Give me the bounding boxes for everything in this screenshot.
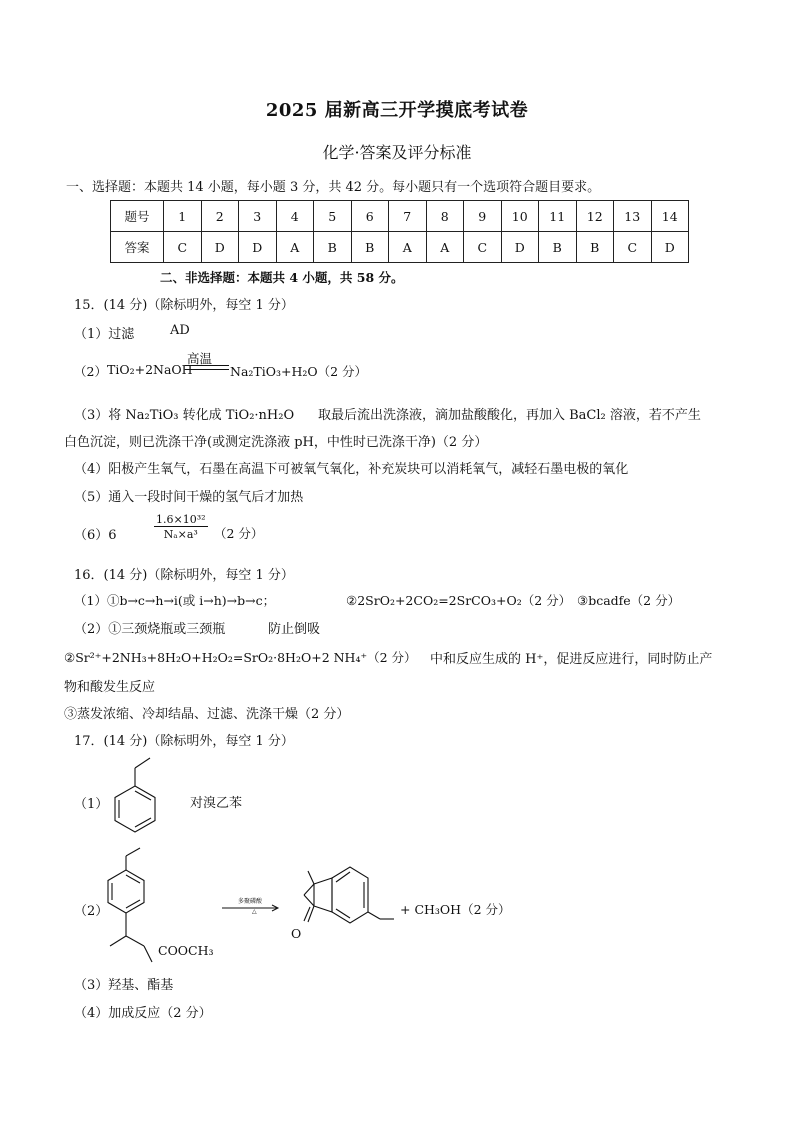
q15-part2-condition: 高温 — [187, 351, 213, 366]
q15-part2-products: Na₂TiO₃+H₂O（2 分） — [230, 364, 368, 379]
q16-part1c: ③bcadfe（2 分） — [577, 593, 681, 608]
table-cell-answer: D — [501, 232, 539, 263]
table-header-answer: 答案 — [111, 232, 164, 263]
table-cell-answer: C — [464, 232, 502, 263]
table-cell-answer: D — [651, 232, 689, 263]
q16-part3: ③蒸发浓缩、冷却结晶、过滤、洗涤干燥（2 分） — [64, 707, 350, 722]
q15-part3-line1a: （3）将 Na₂TiO₃ 转化成 TiO₂·nH₂O — [74, 408, 295, 423]
table-cell-number: 12 — [576, 201, 614, 232]
section1-intro: 一、选择题：本题共 14 小题，每小题 3 分，共 42 分。每小题只有一个选项符合题目要求。 — [66, 180, 601, 195]
table-cell-number: 2 — [201, 201, 239, 232]
q15-part6-score: （2 分） — [214, 526, 264, 541]
q15-part3-line1b: 取最后流出洗涤液，滴加盐酸酸化，再加入 BaCl₂ 溶液，若不产生 — [318, 408, 701, 423]
q16-part2a: （2）①三颈烧瓶或三颈瓶 — [74, 622, 226, 637]
table-row-answers — [111, 232, 689, 263]
table-cell-number: 3 — [239, 201, 277, 232]
q16-part1b: ②2SrO₂+2CO₂=2SrCO₃+O₂（2 分） — [346, 593, 572, 608]
table-cell-answer: A — [276, 232, 314, 263]
q17-part2-ester-group: COOCH₃ — [158, 943, 214, 958]
table-cell-number: 13 — [614, 201, 652, 232]
table-row-numbers — [111, 201, 689, 232]
q15-header: 15．(14 分)（除标明外，每空 1 分） — [74, 298, 294, 313]
table-cell-number: 6 — [351, 201, 389, 232]
equals-sign-icon — [185, 364, 229, 372]
table-cell-answer: D — [201, 232, 239, 263]
page-title: 2025 届新高三开学摸底考试卷 — [265, 100, 529, 121]
table-cell-answer: D — [239, 232, 277, 263]
q16-part1a: （1）①b→c→h→i(或 i→h)→b→c； — [74, 593, 276, 608]
q17-part2-product-oxygen: O — [291, 926, 302, 941]
table-cell-number: 11 — [539, 201, 577, 232]
q15-part6-fraction — [148, 513, 214, 541]
section2-intro: 二、非选择题：本题共 4 小题，共 58 分。 — [160, 270, 404, 285]
fraction-denominator: Nₐ×a³ — [163, 528, 198, 541]
table-cell-answer: A — [426, 232, 464, 263]
table-cell-answer: B — [351, 232, 389, 263]
table-cell-answer: B — [314, 232, 352, 263]
q17-header: 17．(14 分)（除标明外，每空 1 分） — [74, 734, 294, 749]
q16-part2-reason: 中和反应生成的 H⁺，促进反应进行，同时防止产 — [430, 652, 713, 667]
table-cell-number: 10 — [501, 201, 539, 232]
table-cell-number: 8 — [426, 201, 464, 232]
q15-part1-answer: AD — [170, 323, 190, 338]
q16-part2-equation: ②Sr²⁺+2NH₃+8H₂O+H₂O₂=SrO₂·8H₂O+2 NH₄⁺（2 分） — [64, 650, 417, 665]
q16-part2-reason-cont: 物和酸发生反应 — [64, 680, 156, 695]
ethylbenzene-structure-icon — [100, 754, 170, 846]
table-cell-number: 14 — [651, 201, 689, 232]
table-cell-answer: A — [389, 232, 427, 263]
fraction-numerator: 1.6×10³² — [156, 513, 206, 526]
q17-part3: （3）羟基、酯基 — [74, 978, 174, 993]
table-cell-number: 5 — [314, 201, 352, 232]
q16-header: 16．(14 分)（除标明外，每空 1 分） — [74, 568, 294, 583]
table-cell-number: 7 — [389, 201, 427, 232]
page-subtitle: 化学·答案及评分标准 — [322, 143, 472, 162]
answer-table — [110, 200, 689, 263]
q15-part2-reactants: TiO₂+2NaOH — [107, 362, 193, 377]
q17-part2-byproduct: + CH₃OH（2 分） — [400, 902, 511, 917]
q15-part6-label: （6）6 — [74, 528, 117, 543]
table-cell-answer: C — [614, 232, 652, 263]
q17-part4: （4）加成反应（2 分） — [74, 1006, 212, 1021]
table-cell-answer: B — [576, 232, 614, 263]
table-cell-number: 9 — [464, 201, 502, 232]
q15-part4: （4）阳极产生氧气，石墨在高温下可被氧气氧化，补充炭块可以消耗氧气，减轻石墨电极的氧化 — [74, 462, 629, 477]
q15-part3-line2: 白色沉淀，则已洗涤干净(或测定洗涤液 pH，中性时已洗涤干净)（2 分） — [64, 435, 488, 450]
q15-part2-label: （2） — [74, 364, 107, 379]
q17-part1-label: （1） — [74, 797, 109, 812]
q15-part1-label: （1）过滤 — [74, 327, 135, 342]
q17-part2-condition-heat: △ — [252, 908, 257, 915]
table-cell-number: 4 — [276, 201, 314, 232]
q17-part1-name: 对溴乙苯 — [190, 796, 243, 811]
q17-part2-condition: 多聚磷酸 — [238, 898, 263, 905]
table-cell-answer: C — [164, 232, 202, 263]
q16-part2b: 防止倒吸 — [268, 622, 321, 637]
table-header-number: 题号 — [111, 201, 164, 232]
table-cell-number: 1 — [164, 201, 202, 232]
q17-part2-label: （2） — [74, 904, 109, 919]
table-cell-answer: B — [539, 232, 577, 263]
q15-part5: （5）通入一段时间干燥的氢气后才加热 — [74, 490, 304, 505]
